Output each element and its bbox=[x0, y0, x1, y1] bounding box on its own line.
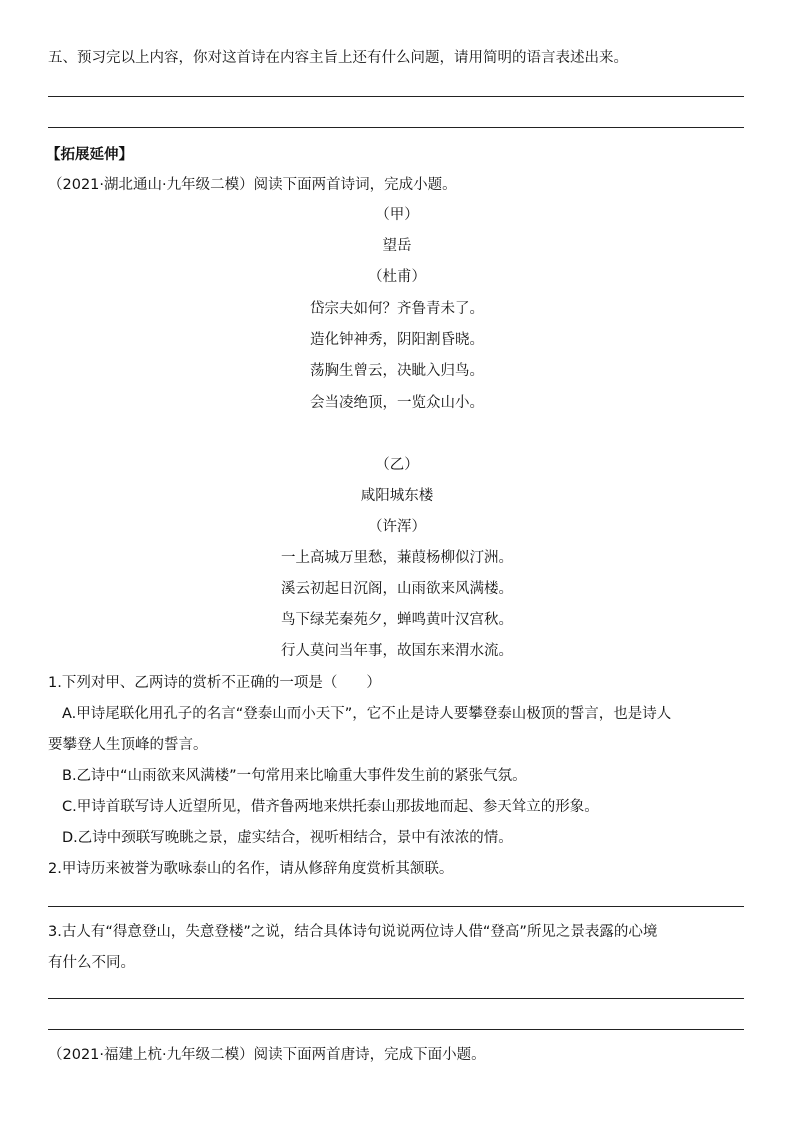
question-5: 五、预习完以上内容，你对这首诗在内容主旨上还有什么问题，请用简明的语言表述出来。 bbox=[48, 50, 628, 66]
poem-b-line: 行人莫问当年事，故国东来渭水流。 bbox=[281, 643, 513, 659]
question-1-option-a: A.甲诗尾联化用孔子的名言“登泰山而小天下”，它不止是诗人要攀登泰山极顶的誓言，也是诗人 bbox=[62, 706, 672, 722]
question-3: 3.古人有“得意登山，失意登楼”之说，结合具体诗句说说两位诗人借“登高”所见之景表露的心境 bbox=[48, 924, 658, 940]
answer-line bbox=[48, 96, 744, 97]
poem-a-label: （甲） bbox=[375, 207, 419, 223]
poem-a-title: 望岳 bbox=[382, 238, 412, 254]
poem-a-line: 造化钟神秀，阴阳割昏晓。 bbox=[310, 332, 484, 348]
question-2: 2.甲诗历来被誉为歌咏泰山的名作，请从修辞角度赏析其颔联。 bbox=[48, 861, 454, 877]
answer-line bbox=[48, 1029, 744, 1030]
poem-b-line: 鸟下绿芜秦苑夕，蝉鸣黄叶汉宫秋。 bbox=[281, 612, 513, 628]
poem-a-author: （杜甫） bbox=[368, 269, 426, 285]
exam-source-intro: （2021·湖北通山·九年级二模）阅读下面两首诗词，完成小题。 bbox=[48, 177, 457, 193]
answer-line bbox=[48, 998, 744, 999]
poem-a-line: 会当凌绝顶，一览众山小。 bbox=[310, 395, 484, 411]
poem-b-label: （乙） bbox=[375, 457, 419, 473]
poem-b-author: （许浑） bbox=[368, 519, 426, 535]
answer-line bbox=[48, 906, 744, 907]
answer-line bbox=[48, 127, 744, 128]
question-1-option-c: C.甲诗首联写诗人近望所见，借齐鲁两地来烘托泰山那拔地而起、参天耸立的形象。 bbox=[62, 799, 599, 815]
exam-source-intro-2: （2021·福建上杭·九年级二模）阅读下面两首唐诗，完成下面小题。 bbox=[48, 1047, 486, 1063]
question-1-option-a-cont: 要攀登人生顶峰的誓言。 bbox=[48, 737, 208, 753]
poem-b-title: 咸阳城东楼 bbox=[360, 488, 434, 504]
poem-a-line: 岱宗夫如何？齐鲁青未了。 bbox=[310, 301, 484, 317]
extension-heading: 【拓展延伸】 bbox=[46, 147, 133, 163]
poem-b-line: 溪云初起日沉阁，山雨欲来风满楼。 bbox=[281, 581, 513, 597]
question-3-cont: 有什么不同。 bbox=[48, 955, 135, 971]
poem-b-line: 一上高城万里愁，蒹葭杨柳似汀洲。 bbox=[281, 550, 513, 566]
question-1-option-d: D.乙诗中颈联写晚眺之景，虚实结合，视听相结合，景中有浓浓的情。 bbox=[62, 830, 513, 846]
question-1-option-b: B.乙诗中“山雨欲来风满楼”一句常用来比喻重大事件发生前的紧张气氛。 bbox=[62, 768, 527, 784]
poem-a-line: 荡胸生曾云，决眦入归鸟。 bbox=[310, 363, 484, 379]
question-1-stem: 1.下列对甲、乙两诗的赏析不正确的一项是（ ） bbox=[48, 675, 381, 691]
